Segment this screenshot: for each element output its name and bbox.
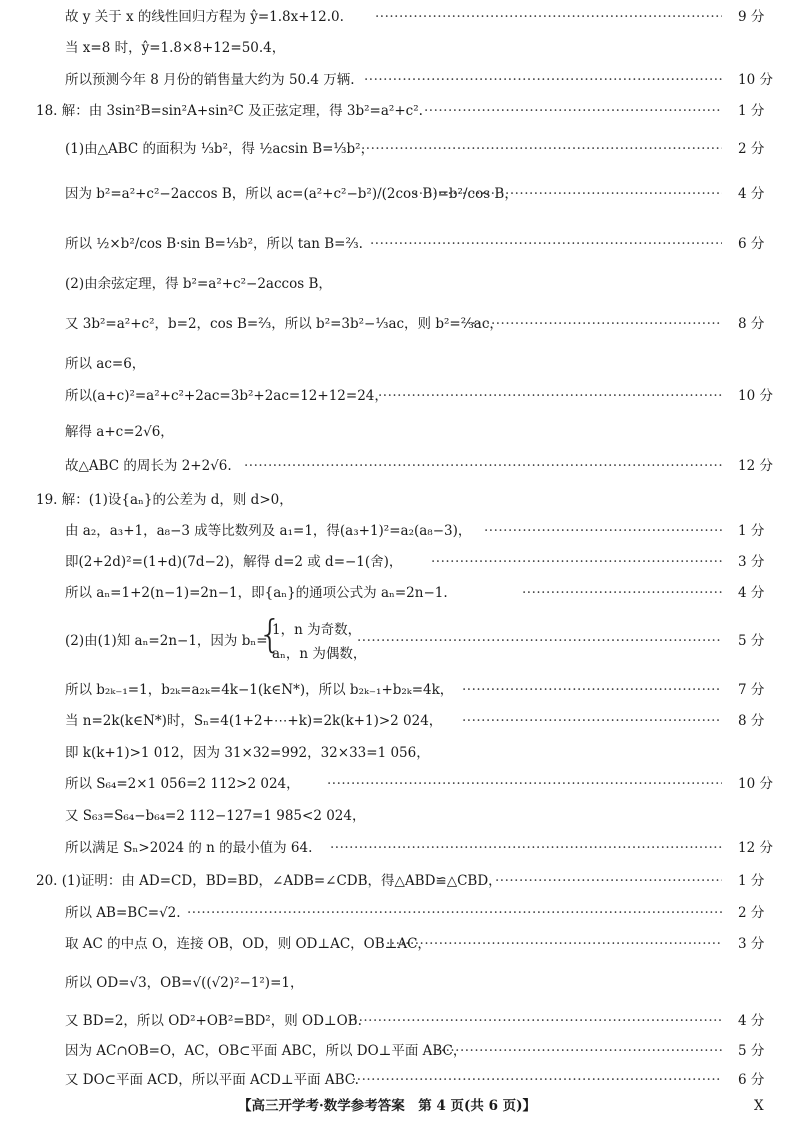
dot-leader [378, 384, 722, 408]
score-label: 4 分 [738, 186, 765, 202]
line-text: 因为 AC∩OB=O，AC，OB⊂平面 ABC，所以 DO⊥平面 ABC， [65, 1043, 467, 1059]
line-text: 取 AC 的中点 O，连接 OB，OD，则 OD⊥AC，OB⊥AC， [65, 936, 431, 952]
score-label: 5 分 [738, 633, 765, 649]
line-text: 所以 S₆₄=2×1 056=2 112>2 024， [65, 776, 300, 792]
page-footer [0, 1094, 800, 1118]
dot-leader [462, 709, 722, 733]
dot-leader [187, 901, 722, 925]
line-text: 所以 ac=6， [65, 356, 146, 372]
dot-leader [244, 454, 722, 478]
score-label: 3 分 [738, 936, 765, 952]
dot-leader [361, 137, 722, 161]
dot-leader [352, 1068, 722, 1092]
score-label: 12 分 [738, 458, 773, 474]
score-label: 1 分 [738, 873, 765, 889]
answer-line [0, 272, 800, 296]
line-text: (2)由(1)知 aₙ=2n−1，因为 bₙ= [65, 633, 268, 649]
dot-leader [330, 836, 722, 860]
answer-line [0, 137, 800, 161]
line-text: 因为 b²=a²+c²−2accos B，所以 ac=(a²+c²−b²)/(2cos B)=b²/cos B， [65, 186, 518, 202]
line-text: 所以满足 Sₙ>2024 的 n 的最小值为 64. [65, 840, 313, 856]
answer-line [0, 182, 800, 206]
footer-mark: X [754, 1098, 764, 1114]
answer-line [0, 519, 800, 543]
score-label: 10 分 [738, 72, 773, 88]
score-label: 8 分 [738, 713, 765, 729]
score-label: 3 分 [738, 554, 765, 570]
line-text: 当 n=2k(k∈N*)时，Sₙ=4(1+2+⋯+k)=2k(k+1)>2 024， [65, 713, 443, 729]
line-text: 所以(a+c)²=a²+c²+2ac=3b²+2ac=12+12=24， [65, 388, 388, 404]
score-label: 2 分 [738, 905, 765, 921]
line-text: 即 k(k+1)>1 012，因为 31×32=992，32×33=1 056， [65, 745, 430, 761]
score-label: 6 分 [738, 1072, 765, 1088]
score-label: 7 分 [738, 682, 765, 698]
answer-line [0, 36, 800, 60]
line-text: 所以 b₂ₖ₋₁=1，b₂ₖ=a₂ₖ=4k−1(k∈N*)，所以 b₂ₖ₋₁+b₂ₖ=4k， [65, 682, 454, 698]
answer-line [0, 1009, 800, 1033]
answer-line [0, 454, 800, 478]
line-text: 所以 ½×b²/cos B·sin B=⅓b²，所以 tan B=⅔. [65, 236, 363, 252]
answer-line [0, 804, 800, 828]
score-label: 1 分 [738, 103, 765, 119]
line-text: 又 BD=2，所以 OD²+OB²=BD²，则 OD⊥OB. [65, 1013, 362, 1029]
line-text: (1)由△ABC 的面积为 ⅓b²，得 ½acsin B=⅓b²， [65, 141, 375, 157]
footer-text: 【高三开学考·数学参考答案 第 4 页(共 6 页)】 [238, 1098, 537, 1114]
dot-leader [364, 68, 722, 92]
line-text: 又 3b²=a²+c²，b=2，cos B=⅔，所以 b²=3b²−⅓ac，则 b²=⅔ac， [65, 316, 503, 332]
line-text: 当 x=8 时，ŷ=1.8×8+12=50.4， [65, 40, 286, 56]
answer-line [0, 488, 800, 512]
line-text: (2)由余弦定理，得 b²=a²+c²−2accos B， [65, 276, 332, 292]
answer-line [0, 581, 800, 605]
dot-leader [349, 1009, 722, 1033]
answer-line [0, 836, 800, 860]
score-label: 10 分 [738, 388, 773, 404]
piecewise-case-odd: 1，n 为奇数， [272, 622, 362, 638]
dot-leader [495, 869, 722, 893]
line-text: 解得 a+c=2√6， [65, 424, 174, 440]
answer-line [0, 68, 800, 92]
dot-leader [386, 932, 722, 956]
answer-line [0, 709, 800, 733]
answer-line [0, 971, 800, 995]
line-text: 故 y 关于 x 的线性回归方程为 ŷ=1.8x+12.0. [65, 9, 344, 25]
answer-line [0, 869, 800, 893]
score-label: 4 分 [738, 585, 765, 601]
dot-leader [424, 99, 722, 123]
dot-leader [370, 232, 722, 256]
answer-line [0, 420, 800, 444]
answer-line [0, 384, 800, 408]
answer-line [0, 678, 800, 702]
line-text: 故△ABC 的周长为 2+2√6. [65, 458, 232, 474]
dot-leader [327, 772, 722, 796]
piecewise-case-even: aₙ，n 为偶数， [272, 646, 367, 662]
line-text: 19. 解：(1)设{aₙ}的公差为 d，则 d>0， [36, 492, 293, 508]
answer-line [0, 741, 800, 765]
answer-line [0, 312, 800, 336]
dot-leader [357, 629, 722, 653]
line-text: 18. 解：由 3sin²B=sin²A+sin²C 及正弦定理，得 3b²=a²+c². [36, 103, 423, 119]
answer-line [0, 550, 800, 574]
dot-leader [467, 312, 722, 336]
answer-line [0, 1039, 800, 1063]
line-text: 即(2+2d)²=(1+d)(7d−2)，解得 d=2 或 d=−1(舍)， [65, 554, 403, 570]
answer-line [0, 629, 800, 653]
line-text: 所以 OD=√3，OB=√((√2)²−1²)=1， [65, 975, 304, 991]
dot-leader [375, 5, 722, 29]
answer-line [0, 99, 800, 123]
answer-line [0, 5, 800, 29]
answer-line [0, 232, 800, 256]
dot-leader [414, 182, 722, 206]
score-label: 6 分 [738, 236, 765, 252]
answer-line [0, 932, 800, 956]
line-text: 20. (1)证明：由 AD=CD，BD=BD，∠ADB=∠CDB，得△ABD≌△CBD， [36, 873, 502, 889]
score-label: 1 分 [738, 523, 765, 539]
dot-leader [484, 519, 722, 543]
score-label: 4 分 [738, 1013, 765, 1029]
line-text: 所以 aₙ=1+2(n−1)=2n−1，即{aₙ}的通项公式为 aₙ=2n−1. [65, 585, 448, 601]
score-label: 12 分 [738, 840, 773, 856]
dot-leader [436, 1039, 722, 1063]
dot-leader [522, 581, 722, 605]
score-label: 5 分 [738, 1043, 765, 1059]
answer-line [0, 352, 800, 376]
answer-line [0, 901, 800, 925]
line-text: 又 S₆₃=S₆₄−b₆₄=2 112−127=1 985<2 024， [65, 808, 366, 824]
score-label: 8 分 [738, 316, 765, 332]
answer-line [0, 1068, 800, 1092]
score-label: 9 分 [738, 9, 765, 25]
dot-leader [431, 550, 722, 574]
answer-line [0, 772, 800, 796]
dot-leader [462, 678, 722, 702]
line-text: 由 a₂，a₃+1，a₈−3 成等比数列及 a₁=1，得(a₃+1)²=a₂(a₈−3)， [65, 523, 472, 539]
line-text: 所以预测今年 8 月份的销售量大约为 50.4 万辆. [65, 72, 355, 88]
piecewise-brace: { [258, 612, 283, 656]
score-label: 2 分 [738, 141, 765, 157]
score-label: 10 分 [738, 776, 773, 792]
line-text: 所以 AB=BC=√2. [65, 905, 181, 921]
line-text: 又 DO⊂平面 ACD，所以平面 ACD⊥平面 ABC. [65, 1072, 359, 1088]
